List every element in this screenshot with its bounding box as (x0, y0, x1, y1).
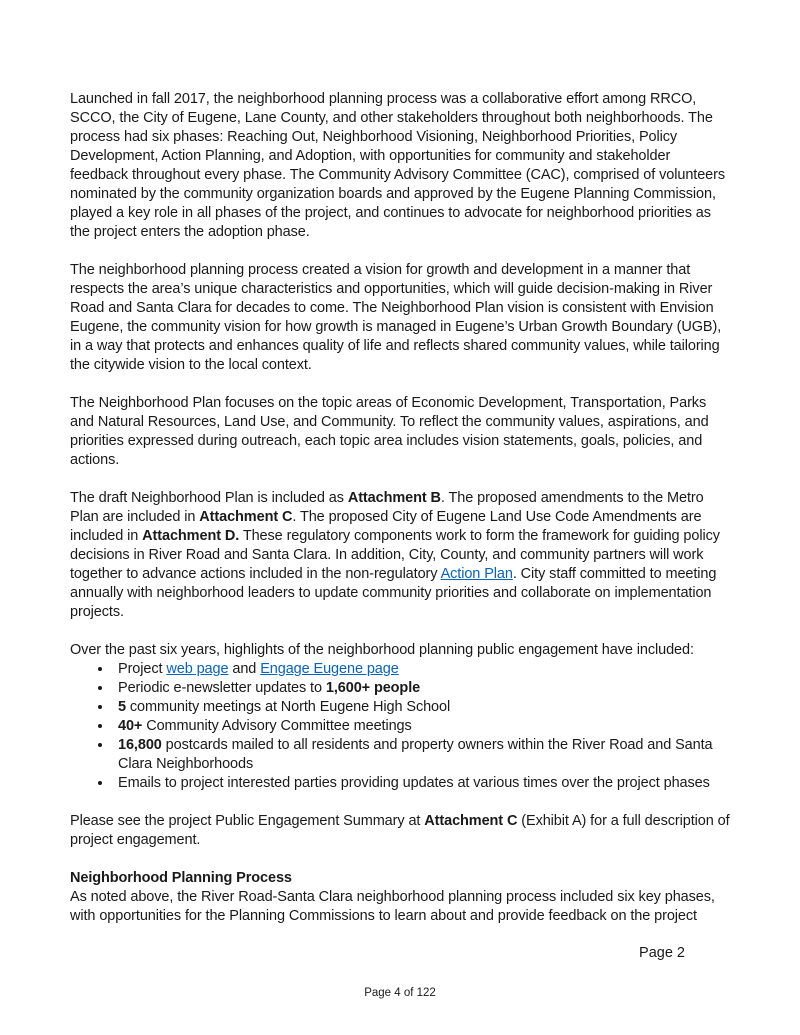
text-run: community meetings at North Eugene High School (125, 699, 451, 715)
text-run: These regulatory components work to form the framework for guiding policy decisions in River Road and Santa Clara. In addition, City, County, and community partners will work together to advance actions included in the non-regulatory (70, 528, 720, 582)
bullet-item (113, 698, 730, 717)
pdf-pagination-label: Page 4 of 122 (364, 987, 436, 999)
text-run: Community Advisory Committee meetings (142, 718, 412, 734)
text-run: postcards mailed to all residents and property owners within the River Road and Santa Clara Neighborhoods (118, 737, 713, 772)
inline-link[interactable]: Action Plan (440, 566, 513, 582)
text-run: Please see the project Public Engagement Summary at (70, 813, 425, 829)
paragraph-engagement-intro: Over the past six years, highlights of the neighborhood planning public engagement have included: (70, 642, 694, 658)
page-number-label: Page 2 (639, 945, 685, 961)
bold-run: Attachment D. (142, 528, 240, 544)
text-run: The draft Neighborhood Plan is included as (70, 490, 348, 506)
section-heading: Neighborhood Planning Process (70, 870, 292, 886)
bullet-item (113, 660, 730, 679)
paragraph-attachments (70, 489, 730, 622)
paragraph-intro: Launched in fall 2017, the neighborhood planning process was a collaborative effort among RRCO, SCCO, the City of Eugene, Lane County, and other stakeholders throughout both neighborhoods. The process had six phases: Reaching Out, Neighborhood Visioning, Neighborhood Priorities, Policy Development, Action Planning, and Adoption, with opportunities for community and stakeholder feedback throughout every phase. The Community Advisory Committee (CAC), comprised of volunteers nominated by the community organization boards and approved by the Eugene Planning Commission, played a key role in all phases of the project, and continues to advocate for neighborhood priorities as the project enters the adoption phase. (70, 91, 726, 240)
inline-link[interactable]: web page (166, 661, 229, 677)
page-content (70, 90, 730, 926)
bold-run: Attachment B (347, 490, 441, 506)
text-run: and (228, 661, 261, 677)
bold-run: 5 (118, 699, 126, 715)
bold-run: Attachment C (424, 813, 518, 829)
text-run: . City staff committed to meeting annually with neighborhood leaders to update community priorities and collaborate on implementation projects. (70, 566, 717, 620)
bullet-item (113, 717, 730, 736)
bullet-item (113, 736, 730, 774)
text-run: . The proposed City of Eugene Land Use Code Amendments are included in (70, 509, 702, 544)
inline-link[interactable]: Engage Eugene page (260, 661, 399, 677)
paragraph-topic-areas: The Neighborhood Plan focuses on the topic areas of Economic Development, Transportation, Parks and Natural Resources, Land Use, and Community. To reflect the community values, aspirations, and priorities expressed during outreach, each topic area includes vision statements, goals, policies, and actions. (70, 395, 709, 468)
paragraph-engagement-summary (70, 812, 730, 850)
paragraph-vision: The neighborhood planning process created a vision for growth and development in a manner that respects the area’s unique characteristics and opportunities, which will guide decision-making in River Road and Santa Clara for decades to come. The Neighborhood Plan vision is consistent with Envision Eugene, the community vision for how growth is managed in Eugene’s Urban Growth Boundary (UGB), in a way that protects and enhances quality of life and reflects shared community values, while tailoring the citywide vision to the local context. (70, 262, 722, 373)
paragraph-process: As noted above, the River Road-Santa Clara neighborhood planning process included six key phases, with opportunities for the Planning Commissions to learn about and provide feedback on the project (70, 889, 715, 924)
text-run: Periodic e-newsletter updates to (118, 680, 326, 696)
text-run: Project (118, 661, 167, 677)
bold-run: 16,800 (118, 737, 162, 753)
bullet-item (113, 679, 730, 698)
bold-run: Attachment C (199, 509, 293, 525)
engagement-bullet-list (70, 660, 730, 793)
bullet-item (113, 774, 730, 793)
text-run: Emails to project interested parties providing updates at various times over the project phases (118, 775, 710, 791)
text-run: (Exhibit A) for a full description of project engagement. (70, 813, 730, 848)
bold-run: 1,600+ people (325, 680, 421, 696)
text-run: . The proposed amendments to the Metro Plan are included in (70, 490, 704, 525)
bold-run: 40+ (118, 718, 143, 734)
